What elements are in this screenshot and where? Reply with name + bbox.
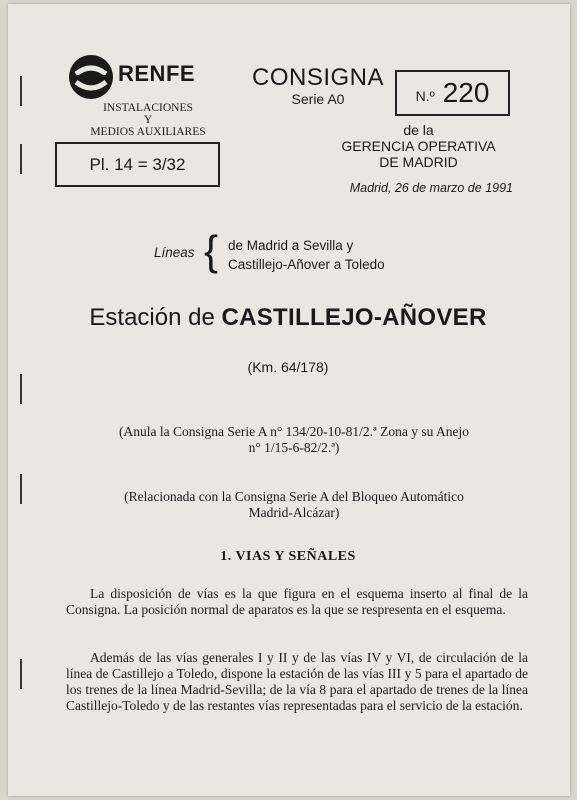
brace-symbol: { bbox=[204, 227, 219, 274]
station-heading bbox=[38, 304, 538, 332]
station-prefix: Estación de bbox=[89, 304, 215, 331]
margin-tick bbox=[20, 76, 22, 106]
renfe-logo bbox=[68, 54, 218, 104]
station-name: CASTILLEJO-AÑOVER bbox=[221, 304, 487, 331]
issuer: de la GERENCIA OPERATIVA DE MADRID bbox=[341, 122, 496, 170]
paragraph: La disposición de vías es la que figura en el esquema inserto al final de la Consigna. La posición normal de aparatos es la que se respresenta en el esquema. bbox=[66, 586, 528, 617]
lineas-list bbox=[228, 236, 385, 274]
document-number: 220 bbox=[442, 77, 490, 108]
issue-date: Madrid, 26 de marzo de 1991 bbox=[349, 181, 513, 195]
margin-tick bbox=[20, 374, 22, 404]
kilometer-point: (Km. 64/178) bbox=[247, 359, 329, 375]
margin-tick bbox=[20, 474, 22, 504]
number-prefix: N.º bbox=[415, 88, 435, 104]
margin-tick bbox=[20, 144, 22, 174]
annulment-note: (Anula la Consigna Serie A n° 134/20-10-81/2.ª Zona y su Anejo n° 1/15-6-82/2.ª) bbox=[119, 424, 469, 455]
section-title: 1. VIAS Y SEÑALES bbox=[220, 549, 356, 564]
series-label: Serie A0 bbox=[291, 91, 345, 107]
margin-tick bbox=[20, 659, 22, 689]
lineas-label: Líneas bbox=[154, 245, 195, 260]
plan-reference-box: Pl. 14 = 3/32 bbox=[55, 142, 220, 187]
logo-text: RENFE bbox=[118, 61, 196, 86]
department-name: INSTALACIONES Y MEDIOS AUXILIARES bbox=[90, 102, 206, 138]
paragraph: Además de las vías generales I y II y de las vías IV y VI, de circulación de la línea de Castillejo a Toledo, dispone la estación de las vías III y 5 para el apartado de los trenes de la línea Madrid-Sevilla; de la vía 8 para el apartado de trenes de la línea Castillejo-Toledo y de las restantes vías representadas para el servicio de la estación. bbox=[66, 650, 528, 713]
document-title bbox=[244, 66, 392, 108]
renfe-logo-icon bbox=[68, 54, 114, 100]
title-consigna: CONSIGNA bbox=[251, 64, 384, 91]
linea-item: Castillejo-Añover a Toledo bbox=[228, 257, 385, 272]
document-page bbox=[8, 4, 570, 796]
linea-item: de Madrid a Sevilla y bbox=[228, 238, 354, 253]
related-note: (Relacionada con la Consigna Serie A del Bloqueo Automático Madrid-Alcázar) bbox=[124, 489, 464, 520]
document-number-box bbox=[395, 70, 510, 116]
